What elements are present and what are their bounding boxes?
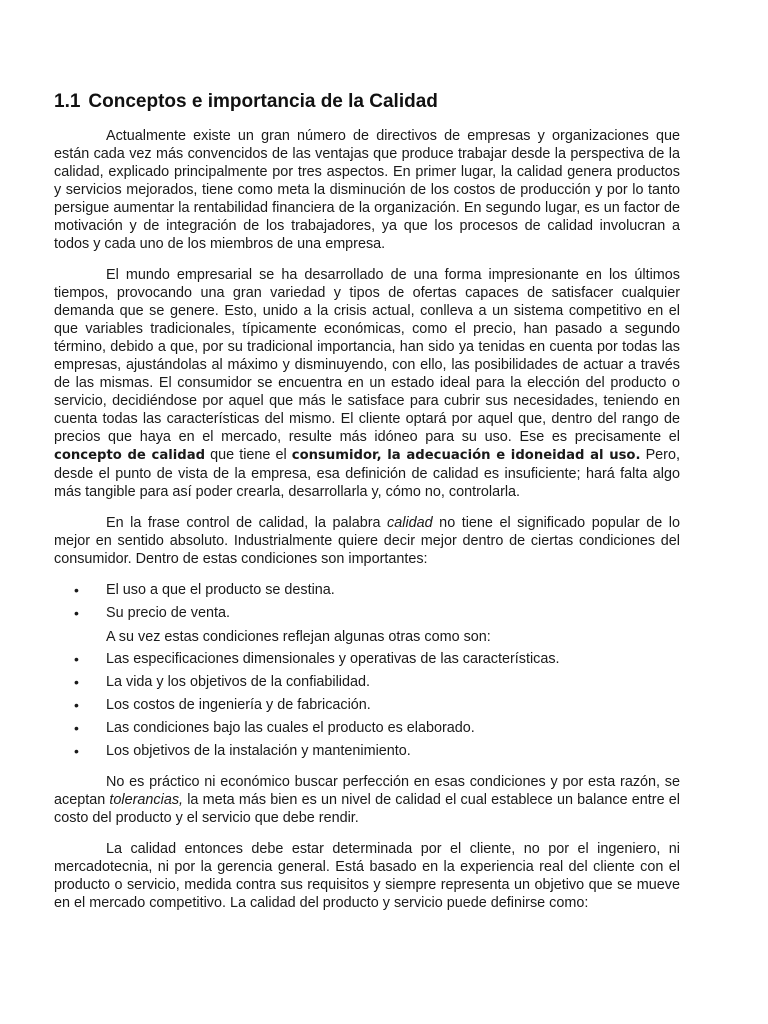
list-item: [54, 581, 680, 599]
list-item-text: Las especificaciones dimensionales y operativas de las características.: [106, 651, 560, 667]
bullet-icon: •: [74, 582, 79, 598]
list-item: [54, 742, 680, 760]
paragraph-5-text-a: No es práctico ni económico buscar perfección en esas condiciones y por esta razón, se aceptan: [54, 774, 680, 808]
bullet-icon: •: [74, 697, 79, 713]
list-item: [54, 696, 680, 714]
list-item-text: El uso a que el producto se destina.: [106, 582, 335, 598]
paragraph-2: [54, 266, 680, 501]
paragraph-5: [54, 773, 680, 827]
section-heading: [54, 90, 680, 114]
bullet-icon: •: [74, 674, 79, 690]
paragraph-1: Actualmente existe un gran número de directivos de empresas y organizaciones que están cada vez más convencidos de las ventajas que produce trabajar desde la perspectiva de la calidad, explicado principalmente por tres aspectos. En primer lugar, la calidad genera productos y servicios mejorados, tiene como meta la disminución de los costos de producción y por lo tanto persigue aumentar la rentabilidad financiera de la organización. En segundo lugar, es un factor de motivación y de integración de los trabajadores, ya que los procesos de calidad involucran a todos y cada uno de los miembros de una empresa.: [54, 128, 680, 252]
list-item: [54, 719, 680, 737]
section-title: Conceptos e importancia de la Calidad: [88, 91, 438, 112]
paragraph-2-text-c: que tiene el: [205, 447, 292, 463]
italic-calidad: calidad: [387, 515, 433, 531]
paragraph-3-text-a: En la frase control de calidad, la palabra: [106, 515, 388, 531]
other-conditions-list: [54, 650, 680, 760]
paragraph-3: [54, 514, 680, 568]
list-item: [54, 673, 680, 691]
list-item: [54, 604, 680, 622]
list-item-text: Los costos de ingeniería y de fabricación.: [106, 697, 371, 713]
bold-concepto-de-calidad: concepto de calidad: [54, 448, 206, 463]
italic-tolerancias: tolerancias,: [109, 792, 184, 808]
paragraph-2-text-a: El mundo empresarial se ha desarrollado de una forma impresionante en los últimos tiempos, provocando una gran variedad y tipos de ofertas capaces de satisfacer cualquier demanda que se genere. Esto, unido a la crisis actual, conlleva a un sistema competitivo en el que variables tradicionales, típicamente económicas, como el precio, han pasado a segundo término, debido a que, por su tradicional importancia, han sido ya tenidas en cuenta por todas las empresas, ajustándolas al máximo y disminuyendo, con ello, las posibilidades de actuar a través de las mismas. El consumidor se encuentra en un estado ideal para la elección del producto o servicio, decidiéndose por aquel que más le satisface para cubrir sus necesidades, teniendo en cuenta todas las características del mismo. El cliente optará por aquel que, dentro del rango de precios que haya en el mercado, resulte más idóneo para su uso. Ese es precisamente el: [54, 267, 680, 445]
paragraph-4: A su vez estas condiciones reflejan algunas otras como son:: [106, 629, 491, 645]
bullet-icon: •: [74, 651, 79, 667]
paragraph-5-text-c: la meta más bien es un nivel de calidad el cual establece un balance entre el costo del producto y el servicio que debe rendir.: [54, 792, 680, 826]
paragraph-6: La calidad entonces debe estar determinada por el cliente, no por el ingeniero, ni mercadotecnia, ni por la gerencia general. Está basado en la experiencia real del cliente con el producto o servicio, medida contra sus requisitos y siempre representa un objetivo que se mueve en el mercado competitivo. La calidad del producto y servicio puede definirse como:: [54, 841, 680, 911]
conditions-list: [54, 581, 680, 622]
list-item-text: Su precio de venta.: [106, 605, 230, 621]
paragraph-2-text-e: Pero, desde el punto de vista de la empresa, esa definición de calidad es insuficiente; hará falta algo más tangible para así poder crearla, desarrollarla y, cómo no, controlarla.: [54, 447, 680, 500]
list-item-text: Las condiciones bajo las cuales el producto es elaborado.: [106, 720, 475, 736]
section-number: 1.1: [54, 91, 81, 112]
list-item-text: La vida y los objetivos de la confiabilidad.: [106, 674, 370, 690]
bullet-icon: •: [74, 605, 79, 621]
paragraph-3-text-c: no tiene el significado popular de lo mejor en sentido absoluto. Industrialmente quiere decir mejor dentro de ciertas condiciones del consumidor. Dentro de estas condiciones son importantes:: [54, 515, 680, 567]
list-item-text: Los objetivos de la instalación y mantenimiento.: [106, 743, 411, 759]
bullet-icon: •: [74, 720, 79, 736]
list-item: [54, 650, 680, 668]
document-body: [54, 90, 680, 925]
bold-consumidor-adecuacion: consumidor, la adecuación e idoneidad al uso.: [291, 448, 641, 463]
bullet-icon: •: [74, 743, 79, 759]
